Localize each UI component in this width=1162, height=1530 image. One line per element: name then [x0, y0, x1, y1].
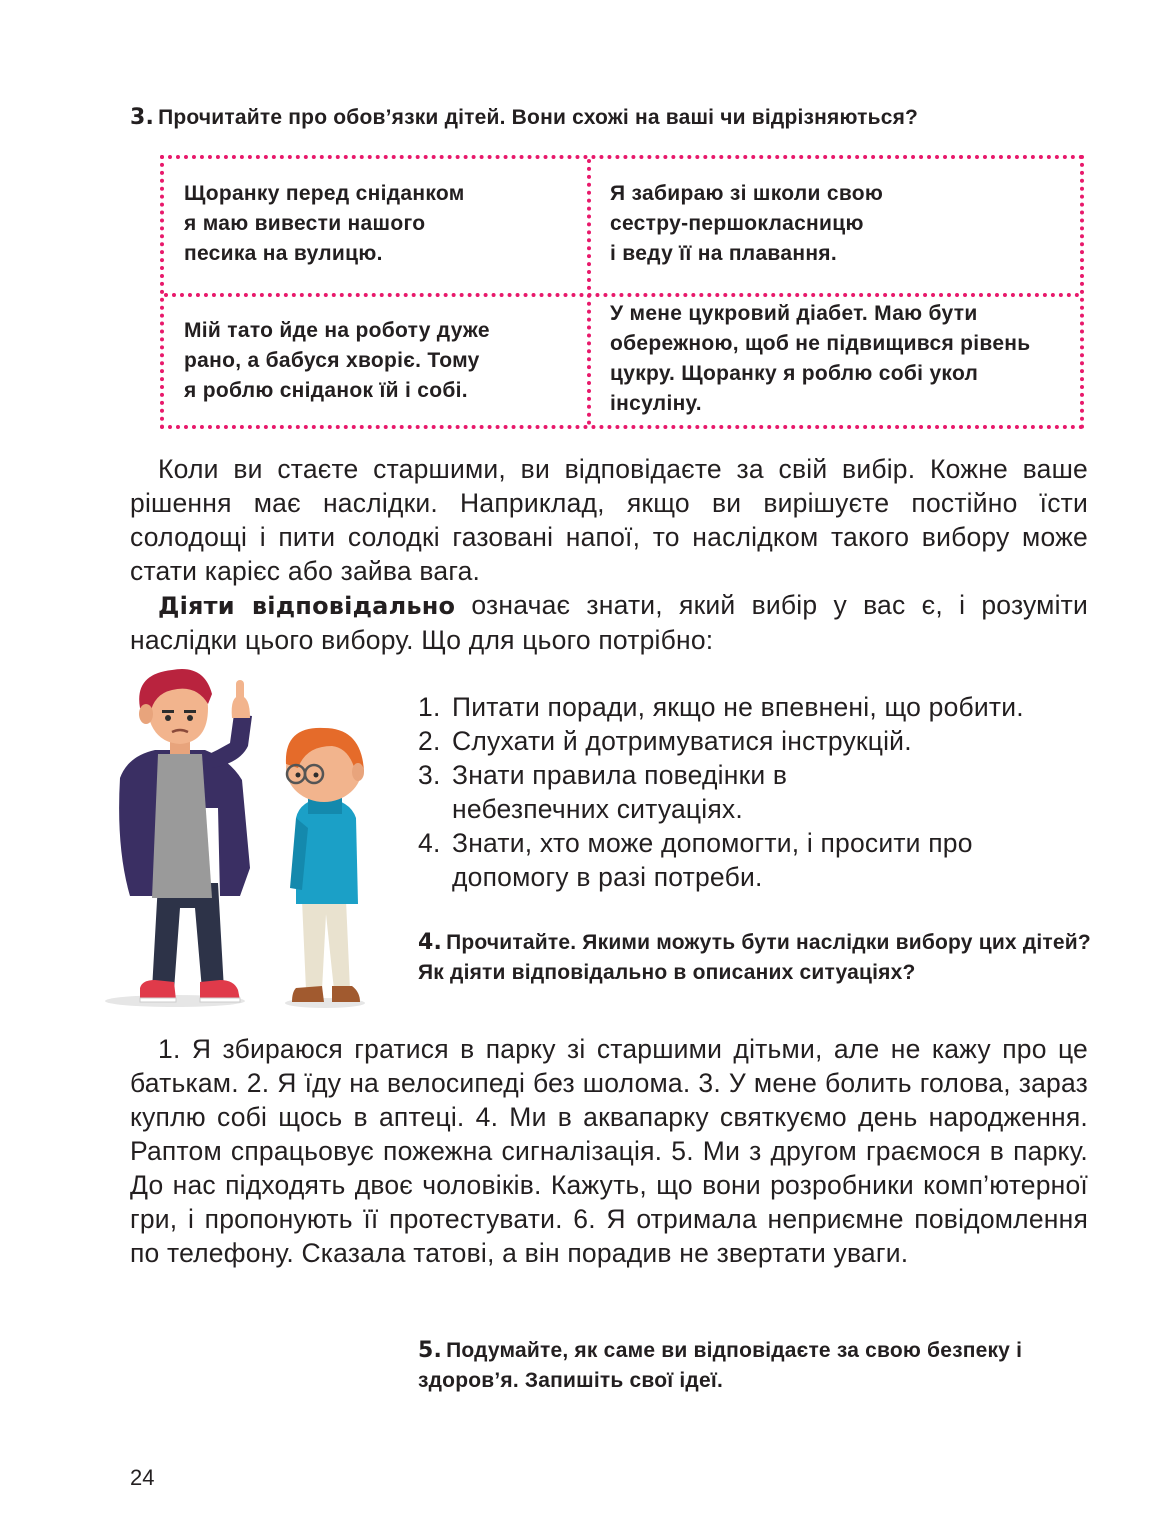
list-item	[418, 690, 1098, 724]
list-item-number: 3.	[418, 760, 441, 790]
boys-illustration	[100, 668, 370, 1013]
list-item-text: Слухати й дотримуватися інструкцій.	[452, 726, 912, 756]
duty-card-1: Щоранку перед сніданком я маю вивести нашого песика на вулицю.	[184, 182, 465, 265]
situations-paragraph: 1. Я збираюся гратися в парку зі старшими дітьми, але не кажу про це батькам. 2. Я їду на велосипеді без шолома. 3. У мене болить голова, зараз куплю собі щось в аптеці. 4. Ми в аквапарку святкуємо день народження. Раптом спрацьовує пожежна сигналізація. 5. Ми з другом граємося в парку. До нас підходять двоє чоловіків. Кажуть, що вони розробники комп’ютерної гри, і пропонують її протестувати. 6. Я отримала неприємне повідомлення по телефону. Сказала татові, а він порадив не звертати уваги.	[130, 1034, 1088, 1268]
list-item	[418, 826, 1098, 894]
task-3-number: 3.	[130, 105, 155, 130]
small-boy-figure	[286, 728, 364, 1002]
paragraph-choice: Коли ви стаєте старшими, ви відповідаєте за свій вибір. Кожне ваше рішення має наслідки. Наприклад, якщо ви вирішуєте постійно їсти солодощі і пити солодкі газовані напої, то наслідком такого вибору може стати карієс або зайва вага.	[130, 454, 1088, 586]
task-4-number: 4.	[418, 930, 443, 955]
list-item-number: 1.	[418, 692, 441, 722]
term-act-responsibly: Діяти відповідально	[158, 592, 456, 620]
list-item-number: 2.	[418, 726, 441, 756]
task-3-title: Прочитайте про обов’язки дітей. Вони схожі на ваші чи відрізняються?	[158, 106, 919, 129]
task-5-title: Подумайте, як саме ви відповідаєте за свою безпеку і здоров’я. Запишіть свої ідеї.	[418, 1339, 1023, 1392]
requirements-list	[418, 690, 1098, 894]
paragraph-responsibility-text: означає знати, який вибір у вас є, і розуміти наслідки цього вибору. Що для цього потрібно:	[130, 590, 1088, 655]
tall-boy-figure	[119, 669, 252, 1002]
task-5-heading	[418, 1336, 1098, 1396]
duty-card-4: У мене цукровий діабет. Маю бути обережною, щоб не підвищився рівень цукру. Щоранку я роблю собі укол інсуліну.	[610, 302, 1031, 415]
task-3-heading	[130, 103, 1090, 133]
list-item-text: Питати поради, якщо не впевнені, що робити.	[452, 692, 1024, 722]
task-4-heading	[418, 928, 1098, 988]
cards-divider-horizontal	[164, 293, 1080, 297]
task-5-number: 5.	[418, 1338, 443, 1363]
paragraph-responsibility	[130, 588, 1088, 657]
cards-divider-vertical	[587, 159, 591, 425]
duties-cards-grid	[160, 155, 1084, 429]
duty-card-3: Мій тато йде на роботу дуже рано, а бабуся хворіє. Тому я роблю сніданок їй і собі.	[184, 319, 490, 402]
list-item-text: Знати, хто може допомогти, і просити про допомогу в разі потреби.	[452, 828, 973, 892]
duty-card-2: Я забираю зі школи свою сестру-першокласницю і веду її на плавання.	[610, 182, 884, 265]
task-4-title: Прочитайте. Якими можуть бути наслідки вибору цих дітей? Як діяти відповідально в описаних ситуаціях?	[418, 931, 1091, 984]
list-item	[418, 724, 1098, 758]
list-item	[418, 758, 1098, 826]
list-item-number: 4.	[418, 828, 441, 858]
page-number: 24	[130, 1465, 155, 1490]
list-item-text: Знати правила поведінки в небезпечних ситуаціях.	[452, 760, 788, 824]
